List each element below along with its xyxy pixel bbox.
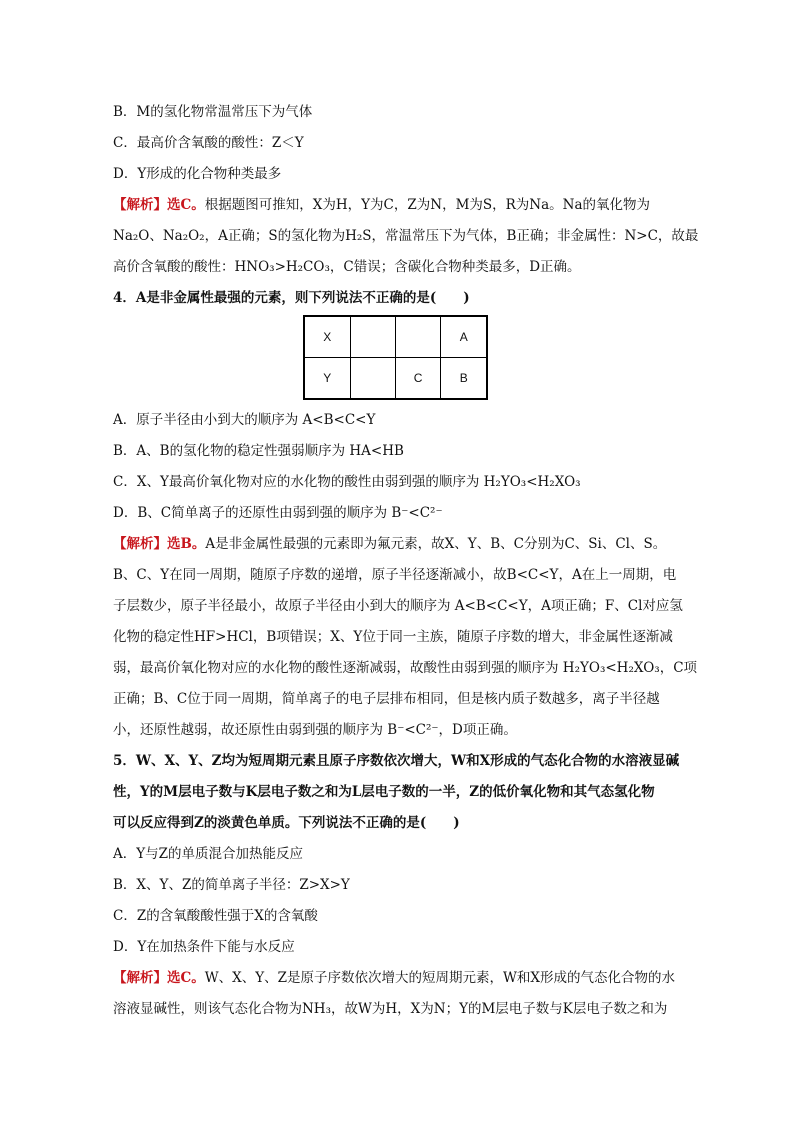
q4-analysis-line-7: 小，还原性越弱，故还原性由弱到强的顺序为 B⁻<C²⁻，D项正确。 — [113, 722, 517, 738]
answer-choice: 选B。 — [167, 536, 206, 552]
q4-option-b: B．A、B的氢化物的稳定性强弱顺序为 HA<HB — [113, 443, 404, 459]
q4-analysis-line-3: 子层数少，原子半径最小，故原子半径由小到大的顺序为 A<B<C<Y，A项正确；F、Cl对应氢 — [113, 598, 683, 614]
q3-analysis-line-1 — [113, 195, 650, 215]
table-cell: B — [441, 358, 487, 400]
analysis-text: A是非金属性最强的元素即为氟元素，故X、Y、B、C分别为C、Si、Cl、S。 — [205, 536, 667, 552]
analysis-tag: 【解析】 — [113, 197, 167, 213]
table-row — [304, 358, 487, 400]
q4-analysis-line-1 — [113, 534, 666, 554]
analysis-tag: 【解析】 — [113, 536, 167, 552]
q5-analysis-line-1 — [113, 968, 675, 988]
q4-analysis-line-6: 正确；B、C位于同一周期，简单离子的电子层排布相同，但是核内质子数越多，离子半径越 — [113, 691, 660, 707]
q4-analysis-line-2: B、C、Y在同一周期，随原子序数的递增，原子半径逐渐减小，故B<C<Y，A在上一周期，电 — [113, 567, 677, 583]
q4-analysis-line-4: 化物的稳定性HF>HCl，B项错误；X、Y位于同一主族，随原子序数的增大，非金属性逐渐减 — [113, 629, 673, 645]
q5-option-a: A．Y与Z的单质混合加热能反应 — [113, 846, 304, 862]
table-cell — [350, 316, 395, 358]
table-row — [304, 316, 487, 358]
table-cell: X — [304, 316, 350, 358]
q5-option-b: B．X、Y、Z的简单离子半径：Z>X>Y — [113, 877, 350, 893]
q5-stem-line-1: 5．W、X、Y、Z均为短周期元素且原子序数依次增大，W和X形成的气态化合物的水溶液显碱 — [113, 753, 680, 769]
q4-analysis-line-5: 弱，最高价氧化物对应的水化物的酸性逐渐减弱，故酸性由弱到强的顺序为 H₂YO₃<H₂XO₃，C项 — [113, 660, 698, 676]
answer-choice: 选C。 — [167, 970, 205, 986]
answer-choice: 选C。 — [167, 197, 205, 213]
table-cell — [395, 316, 441, 358]
q3-analysis-line-2: Na₂O、Na₂O₂，A正确；S的氢化物为H₂S，常温常压下为气体，B正确；非金属性：N>C，故最 — [113, 228, 699, 244]
q4-option-d: D．B、C简单离子的还原性由弱到强的顺序为 B⁻<C²⁻ — [113, 505, 443, 521]
q3-option-c: C．最高价含氧酸的酸性：Z＜Y — [113, 135, 304, 151]
q5-option-c: C．Z的含氧酸酸性强于X的含氧酸 — [113, 908, 318, 924]
q5-stem-line-2: 性，Y的M层电子数与K层电子数之和为L层电子数的一半，Z的低价氧化物和其气态氢化物 — [113, 784, 655, 800]
table-cell: A — [441, 316, 487, 358]
table-cell: C — [395, 358, 441, 400]
analysis-text: 根据题图可推知，X为H，Y为C，Z为N，M为S，R为Na。Na的氧化物为 — [204, 197, 651, 213]
q5-analysis-line-2: 溶液显碱性，则该气态化合物为NH₃，故W为H，X为N；Y的M层电子数与K层电子数之和为 — [113, 1001, 668, 1017]
analysis-text: W、X、Y、Z是原子序数依次增大的短周期元素，W和X形成的气态化合物的水 — [204, 970, 676, 986]
q3-option-b: B．M的氢化物常温常压下为气体 — [113, 104, 313, 120]
q3-option-d: D．Y形成的化合物种类最多 — [113, 166, 282, 182]
q3-analysis-line-3: 高价含氧酸的酸性：HNO₃>H₂CO₃，C错误；含碳化合物种类最多，D正确。 — [113, 259, 581, 275]
q5-option-d: D．Y在加热条件下能与水反应 — [113, 939, 295, 955]
q4-option-c: C．X、Y最高价氧化物对应的水化物的酸性由弱到强的顺序为 H₂YO₃<H₂XO₃ — [113, 474, 581, 490]
q4-stem: 4．A是非金属性最强的元素，则下列说法不正确的是( ) — [113, 290, 470, 306]
table-cell — [350, 358, 395, 400]
table-cell: Y — [304, 358, 350, 400]
analysis-tag: 【解析】 — [113, 970, 167, 986]
q4-option-a: A．原子半径由小到大的顺序为 A<B<C<Y — [113, 412, 376, 428]
q5-stem-line-3: 可以反应得到Z的淡黄色单质。下列说法不正确的是( ) — [113, 815, 460, 831]
periodic-table-fragment — [303, 315, 488, 400]
